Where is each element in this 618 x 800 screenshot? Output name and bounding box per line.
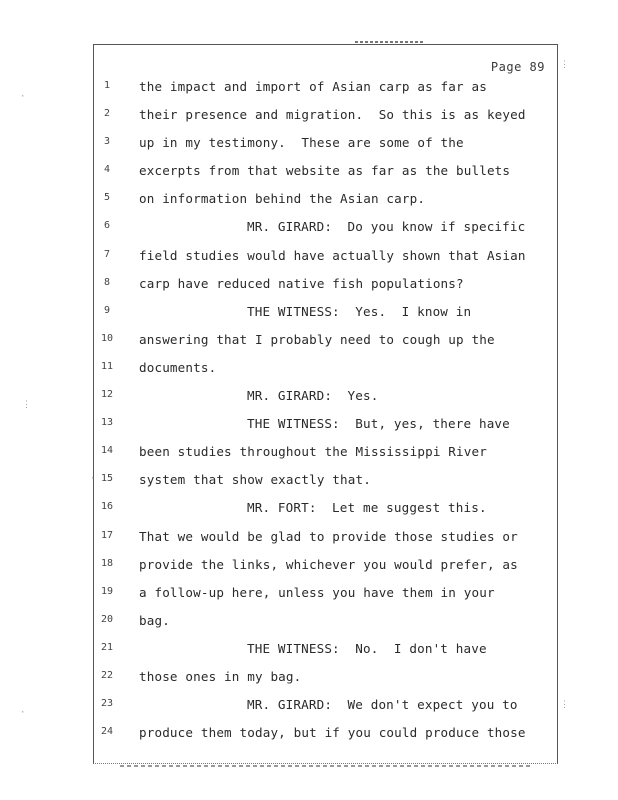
- line-number: 1: [103, 80, 111, 91]
- transcript-line: answering that I probably need to cough up the: [139, 331, 495, 347]
- line-number: 23: [100, 698, 114, 710]
- line-number: 12: [100, 389, 114, 401]
- margin-speck: ·: [20, 708, 26, 718]
- line-number: 13: [100, 417, 114, 429]
- speaker-line: MR. GIRARD: Do you know if specific: [247, 219, 526, 235]
- speaker-line: MR. GIRARD: We don't expect you to: [247, 697, 518, 713]
- speaker-line: THE WITNESS: Yes. I know in: [247, 303, 472, 319]
- transcript-line: documents.: [139, 359, 217, 375]
- transcript-line: the impact and import of Asian carp as far as: [139, 79, 487, 94]
- line-number: 16: [100, 501, 114, 513]
- line-number-column: [96, 76, 118, 750]
- top-scan-mark: [355, 41, 425, 43]
- line-number: 7: [103, 248, 111, 260]
- line-number: 8: [103, 276, 111, 288]
- speaker-line: MR. GIRARD: Yes.: [247, 388, 379, 404]
- line-number: 9: [103, 304, 111, 316]
- line-number: 21: [100, 641, 114, 653]
- transcript-line: carp have reduced native fish populations?: [139, 275, 464, 291]
- line-number: 3: [103, 136, 111, 148]
- transcript-line: produce them today, but if you could produce those: [139, 725, 526, 741]
- line-number: 2: [103, 108, 111, 120]
- margin-speck: ⋮: [560, 700, 569, 710]
- transcript-lines: [139, 76, 555, 750]
- line-number: 20: [100, 613, 114, 625]
- line-number: 15: [100, 473, 114, 485]
- bottom-scan-mark: [120, 765, 530, 767]
- line-number: 4: [103, 164, 111, 176]
- transcript-line: excerpts from that website as far as the bullets: [139, 163, 511, 179]
- margin-speck: ⋮: [22, 400, 31, 410]
- line-number: 6: [103, 220, 111, 232]
- speaker-line: MR. FORT: Let me suggest this.: [247, 500, 487, 516]
- line-number: 22: [100, 669, 114, 681]
- line-number: 10: [100, 332, 114, 344]
- transcript-line: their presence and migration. So this is as keyed: [139, 107, 526, 123]
- transcript-line: provide the links, whichever you would prefer, as: [139, 556, 518, 572]
- line-number: 19: [100, 585, 114, 597]
- line-number: 5: [103, 192, 111, 204]
- transcript-line: a follow-up here, unless you have them in your: [139, 584, 495, 600]
- transcript-line: bag.: [139, 612, 170, 628]
- page-number: Page 89: [490, 60, 545, 74]
- margin-speck: ⋮: [560, 60, 569, 70]
- transcript-line: That we would be glad to provide those studies or: [139, 528, 518, 544]
- transcript-line: those ones in my bag.: [139, 668, 302, 684]
- line-number: 24: [100, 726, 114, 738]
- transcript-line: on information behind the Asian carp.: [139, 191, 426, 207]
- transcript-line: system that show exactly that.: [139, 472, 371, 488]
- line-number: 17: [100, 529, 114, 541]
- transcript-line: up in my testimony. These are some of the: [139, 135, 464, 151]
- speaker-line: THE WITNESS: But, yes, there have: [247, 416, 510, 432]
- margin-speck: ·: [90, 474, 96, 484]
- line-number: 11: [100, 360, 114, 372]
- margin-speck: ·: [20, 92, 26, 102]
- speaker-line: THE WITNESS: No. I don't have: [247, 640, 487, 656]
- transcript-line: field studies would have actually shown that Asian: [139, 247, 526, 263]
- transcript-line: been studies throughout the Mississippi River: [139, 444, 487, 460]
- line-number: 14: [100, 445, 114, 457]
- line-number: 18: [100, 557, 114, 569]
